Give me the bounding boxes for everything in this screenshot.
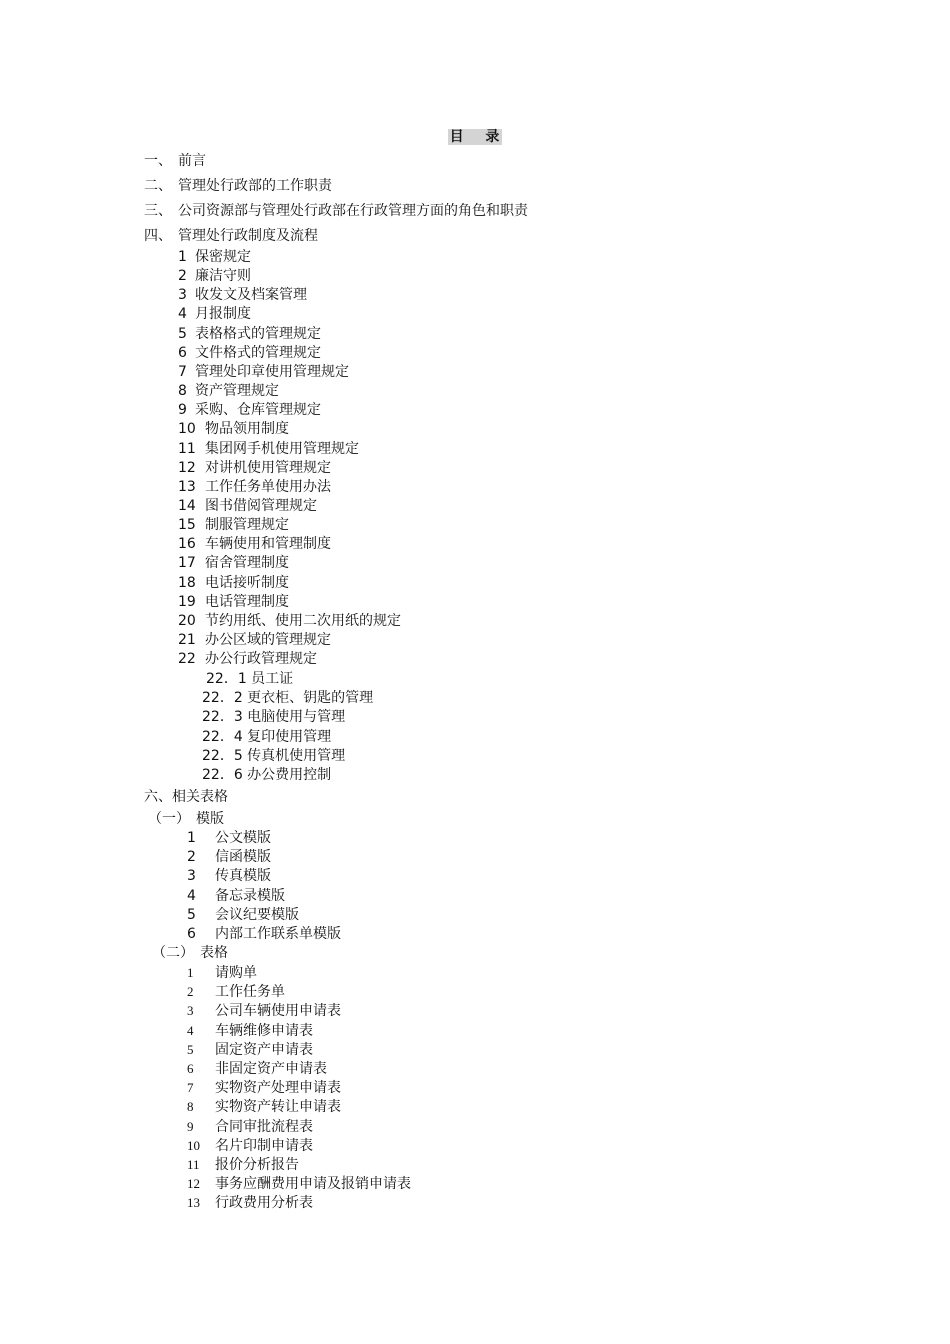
item-number: 12	[178, 460, 196, 476]
form-item[interactable]	[187, 963, 257, 983]
section-title: 管理处行政制度及流程	[178, 228, 318, 244]
regulation-item[interactable]	[178, 535, 331, 554]
regulation-item[interactable]	[178, 516, 289, 535]
item-number: 6	[187, 1061, 194, 1076]
item-title: 22．1 员工证	[206, 671, 294, 687]
item-title: 名片印制申请表	[215, 1138, 313, 1154]
item-number: 19	[178, 594, 196, 610]
item-number: 3	[178, 287, 187, 303]
form-item[interactable]	[187, 1001, 341, 1021]
section-2[interactable]	[144, 177, 332, 196]
regulation-item[interactable]	[178, 459, 331, 478]
sub-item-22[interactable]	[202, 708, 345, 727]
item-title: 行政费用分析表	[215, 1195, 313, 1211]
item-number: 13	[178, 479, 196, 495]
regulation-item[interactable]	[178, 612, 401, 631]
form-item[interactable]	[187, 1021, 313, 1041]
template-item[interactable]	[187, 925, 341, 944]
form-item[interactable]	[187, 1117, 313, 1137]
item-number: 6	[178, 345, 187, 361]
item-number: 5	[187, 907, 196, 923]
item-number: 4	[187, 888, 196, 904]
regulation-item[interactable]	[178, 631, 331, 650]
item-title: 制服管理规定	[205, 517, 289, 533]
item-title: 收发文及档案管理	[195, 287, 307, 303]
item-title: 报价分析报告	[215, 1157, 299, 1173]
form-item[interactable]	[187, 1174, 411, 1194]
item-number: 7	[178, 364, 187, 380]
item-title: 保密规定	[195, 249, 251, 265]
regulation-item[interactable]	[178, 325, 321, 344]
item-title: 车辆使用和管理制度	[205, 536, 331, 552]
item-number: 1	[187, 830, 196, 846]
item-number: 2	[187, 849, 196, 865]
section-title: 前言	[178, 153, 206, 169]
group-label: （二）	[152, 945, 194, 961]
item-title: 电话管理制度	[205, 594, 289, 610]
form-item[interactable]	[187, 1040, 313, 1060]
item-title: 集团网手机使用管理规定	[205, 441, 359, 457]
template-item[interactable]	[187, 906, 299, 925]
section-6[interactable]	[144, 788, 228, 807]
item-title: 资产管理规定	[195, 383, 279, 399]
form-item[interactable]	[187, 982, 285, 1002]
item-title: 工作任务单	[215, 984, 285, 1000]
item-number: 16	[178, 536, 196, 552]
template-item[interactable]	[187, 887, 285, 906]
item-title: 图书借阅管理规定	[205, 498, 317, 514]
item-number: 7	[187, 1080, 194, 1095]
item-number: 4	[187, 1023, 194, 1038]
item-number: 8	[187, 1099, 194, 1114]
sub-item-22[interactable]	[206, 670, 293, 689]
regulation-item[interactable]	[178, 344, 321, 363]
regulation-item[interactable]	[178, 248, 251, 267]
item-number: 10	[178, 421, 196, 437]
item-title: 22．3 电脑使用与管理	[202, 709, 346, 725]
item-number: 2	[187, 984, 194, 999]
group-title: 模版	[196, 811, 224, 827]
regulation-item[interactable]	[178, 382, 279, 401]
item-title: 管理处印章使用管理规定	[195, 364, 349, 380]
form-item[interactable]	[187, 1193, 313, 1213]
template-item[interactable]	[187, 829, 271, 848]
item-title: 廉洁守则	[195, 268, 251, 284]
item-title: 车辆维修申请表	[215, 1023, 313, 1039]
regulation-item[interactable]	[178, 497, 317, 516]
item-number: 14	[178, 498, 196, 514]
toc-title	[0, 127, 950, 147]
item-number: 3	[187, 868, 196, 884]
sub-item-22[interactable]	[202, 766, 331, 785]
item-title: 文件格式的管理规定	[195, 345, 321, 361]
section-title: 管理处行政部的工作职责	[178, 178, 332, 194]
item-number: 15	[178, 517, 196, 533]
item-number: 13	[187, 1195, 200, 1210]
item-title: 实物资产转让申请表	[215, 1099, 341, 1115]
regulation-item[interactable]	[178, 363, 349, 382]
regulation-item[interactable]	[178, 440, 359, 459]
item-title: 工作任务单使用办法	[205, 479, 331, 495]
item-title: 表格格式的管理规定	[195, 326, 321, 342]
section-title: 六、相关表格	[144, 789, 228, 805]
item-number: 9	[178, 402, 187, 418]
form-item[interactable]	[187, 1078, 341, 1098]
regulation-item[interactable]	[178, 286, 307, 305]
section-number: 三、	[144, 203, 172, 219]
item-title: 对讲机使用管理规定	[205, 460, 331, 476]
sub-item-22[interactable]	[202, 689, 373, 708]
item-title: 固定资产申请表	[215, 1042, 313, 1058]
item-number: 4	[178, 306, 187, 322]
group-title: 表格	[200, 945, 228, 961]
item-title: 事务应酬费用申请及报销申请表	[215, 1176, 411, 1192]
item-number: 8	[178, 383, 187, 399]
item-number: 6	[187, 926, 196, 942]
group-templates[interactable]	[148, 810, 224, 829]
group-forms[interactable]	[152, 944, 228, 963]
section-number: 二、	[144, 178, 172, 194]
template-item[interactable]	[187, 848, 271, 867]
item-title: 备忘录模版	[215, 888, 285, 904]
item-title: 请购单	[215, 965, 257, 981]
item-number: 5	[178, 326, 187, 342]
item-number: 20	[178, 613, 196, 629]
item-title: 会议纪要模版	[215, 907, 299, 923]
section-number: 四、	[144, 228, 172, 244]
item-title: 实物资产处理申请表	[215, 1080, 341, 1096]
item-title: 宿舍管理制度	[205, 555, 289, 571]
template-item[interactable]	[187, 867, 271, 886]
item-number: 21	[178, 632, 196, 648]
item-number: 3	[187, 1003, 194, 1018]
item-number: 11	[187, 1157, 200, 1172]
section-3[interactable]	[144, 202, 528, 221]
item-number: 11	[178, 441, 196, 457]
section-title: 公司资源部与管理处行政部在行政管理方面的角色和职责	[178, 203, 528, 219]
form-item[interactable]	[187, 1097, 341, 1117]
item-title: 采购、仓库管理规定	[195, 402, 321, 418]
regulation-item[interactable]	[178, 574, 289, 593]
section-1[interactable]	[144, 152, 206, 171]
regulation-item[interactable]	[178, 650, 317, 669]
item-title: 22．5 传真机使用管理	[202, 748, 346, 764]
sub-item-22[interactable]	[202, 728, 331, 747]
item-title: 22．4 复印使用管理	[202, 729, 332, 745]
item-title: 物品领用制度	[205, 421, 289, 437]
regulation-item[interactable]	[178, 267, 251, 286]
item-title: 公司车辆使用申请表	[215, 1003, 341, 1019]
form-item[interactable]	[187, 1155, 299, 1175]
regulation-item[interactable]	[178, 478, 331, 497]
item-title: 22．6 办公费用控制	[202, 767, 332, 783]
item-title: 电话接听制度	[205, 575, 289, 591]
sub-item-22[interactable]	[202, 747, 345, 766]
regulation-item[interactable]	[178, 554, 289, 573]
item-number: 1	[178, 249, 187, 265]
item-number: 1	[187, 965, 194, 980]
item-title: 办公行政管理规定	[205, 651, 317, 667]
item-title: 办公区域的管理规定	[205, 632, 331, 648]
item-number: 17	[178, 555, 196, 571]
item-title: 节约用纸、使用二次用纸的规定	[205, 613, 401, 629]
regulation-item[interactable]	[178, 305, 251, 324]
item-title: 非固定资产申请表	[215, 1061, 327, 1077]
regulation-item[interactable]	[178, 401, 321, 420]
group-label: （一）	[148, 811, 190, 827]
item-number: 22	[178, 651, 196, 667]
item-number: 18	[178, 575, 196, 591]
regulation-item[interactable]	[178, 593, 289, 612]
form-item[interactable]	[187, 1059, 327, 1079]
form-item[interactable]	[187, 1136, 313, 1156]
item-number: 10	[187, 1138, 200, 1153]
item-number: 5	[187, 1042, 194, 1057]
item-title: 内部工作联系单模版	[215, 926, 341, 942]
item-title: 月报制度	[195, 306, 251, 322]
item-number: 2	[178, 268, 187, 284]
regulation-item[interactable]	[178, 420, 289, 439]
item-title: 信函模版	[215, 849, 271, 865]
section-4[interactable]	[144, 227, 318, 246]
item-number: 12	[187, 1176, 200, 1191]
item-title: 22．2 更衣柜、钥匙的管理	[202, 690, 374, 706]
section-number: 一、	[144, 153, 172, 169]
item-number: 9	[187, 1119, 194, 1134]
toc-title-text: 目 录	[449, 129, 501, 145]
item-title: 公文模版	[215, 830, 271, 846]
item-title: 传真模版	[215, 868, 271, 884]
item-title: 合同审批流程表	[215, 1119, 313, 1135]
